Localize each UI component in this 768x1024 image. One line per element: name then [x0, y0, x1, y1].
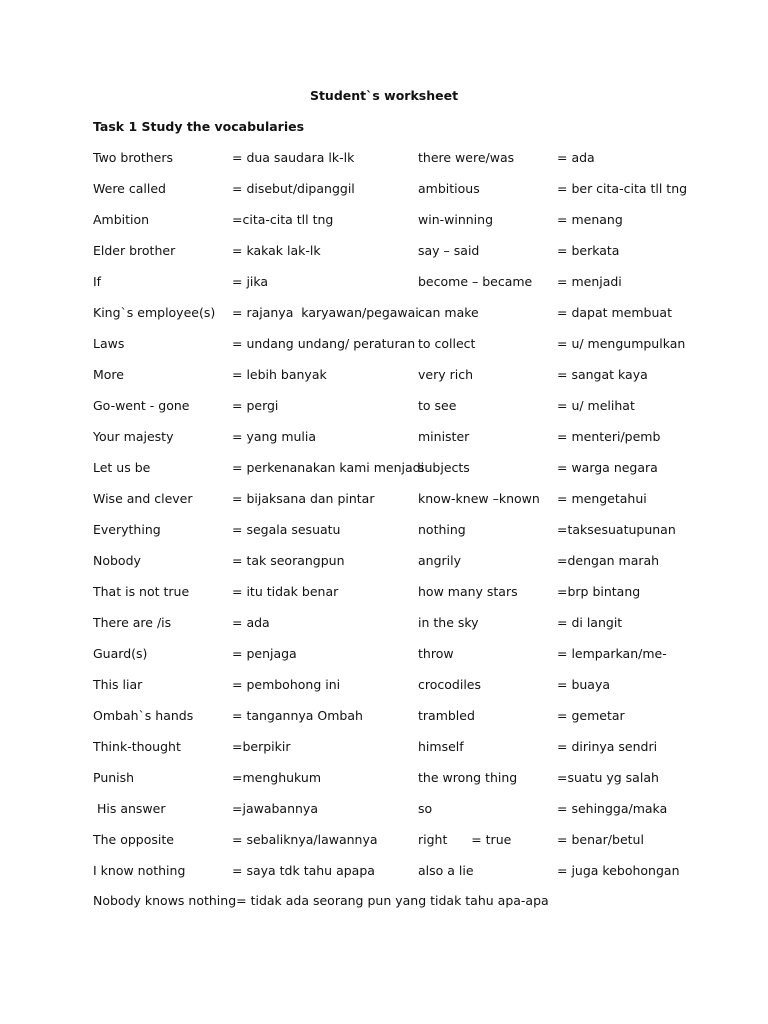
vocab-meaning-2: = menjadi — [557, 274, 622, 289]
vocab-term-2: know-knew –known — [418, 491, 540, 506]
vocab-meaning: = sebaliknya/lawannya — [232, 832, 378, 847]
vocab-term: His answer — [93, 801, 166, 816]
vocab-term-2: so — [418, 801, 433, 816]
vocab-meaning-2: = dapat membuat — [557, 305, 672, 320]
vocab-meaning: = yang mulia — [232, 429, 317, 444]
vocab-meaning: =menghukum — [232, 770, 321, 785]
vocab-term: Two brothers — [93, 150, 174, 165]
vocab-row — [0, 398, 768, 429]
vocab-meaning-2: = sangat kaya — [557, 367, 648, 382]
vocab-meaning-2: = warga negara — [557, 460, 658, 475]
vocab-term: Ombah`s hands — [93, 708, 194, 723]
footer-line: Nobody knows nothing= tidak ada seorang pun yang tidak tahu apa-apa — [93, 893, 549, 908]
vocab-meaning: = jika — [232, 274, 269, 289]
vocab-meaning-2: = benar/betul — [557, 832, 644, 847]
vocab-meaning: = dua saudara lk-lk — [232, 150, 355, 165]
vocab-term-2: also a lie — [418, 863, 474, 878]
vocab-row — [0, 429, 768, 460]
vocab-term: I know nothing — [93, 863, 186, 878]
vocab-term: The opposite — [93, 832, 174, 847]
vocab-term: Punish — [93, 770, 135, 785]
vocab-row — [0, 801, 768, 832]
vocab-term: There are /is — [93, 615, 172, 630]
vocab-row — [0, 336, 768, 367]
vocab-term: Wise and clever — [93, 491, 193, 506]
vocab-row — [0, 677, 768, 708]
vocab-meaning: =berpikir — [232, 739, 291, 754]
vocab-term-2: crocodiles — [418, 677, 481, 692]
vocab-meaning: = disebut/dipanggil — [232, 181, 355, 196]
page-title: Student`s worksheet — [309, 88, 459, 103]
vocab-term-2: ambitious — [418, 181, 480, 196]
vocab-term-2: can make — [418, 305, 479, 320]
vocab-term-2: to see — [418, 398, 457, 413]
vocab-meaning: = pembohong ini — [232, 677, 341, 692]
vocab-term: Guard(s) — [93, 646, 148, 661]
vocab-meaning-2: = ada — [557, 150, 595, 165]
vocab-row — [0, 274, 768, 305]
vocab-term-2: trambled — [418, 708, 475, 723]
vocab-meaning-2: =taksesuatupunan — [557, 522, 676, 537]
vocab-term-2: very rich — [418, 367, 474, 382]
vocab-term: Elder brother — [93, 243, 176, 258]
vocab-meaning: =cita-cita tll tng — [232, 212, 334, 227]
vocab-meaning-2: = ber cita-cita tll tng — [557, 181, 688, 196]
vocab-term: Laws — [93, 336, 125, 351]
vocab-row — [0, 708, 768, 739]
vocab-term: If — [93, 274, 102, 289]
vocab-row — [0, 832, 768, 863]
vocab-term: King`s employee(s) — [93, 305, 216, 320]
vocab-meaning-2: = sehingga/maka — [557, 801, 668, 816]
vocab-term-2: say – said — [418, 243, 480, 258]
vocab-meaning: = segala sesuatu — [232, 522, 341, 537]
vocab-meaning-2: = u/ mengumpulkan — [557, 336, 686, 351]
vocab-term-2: win-winning — [418, 212, 493, 227]
vocab-meaning: = penjaga — [232, 646, 297, 661]
vocab-meaning-2: =brp bintang — [557, 584, 641, 599]
vocab-row — [0, 367, 768, 398]
vocab-meaning-2: = berkata — [557, 243, 620, 258]
vocab-meaning-2: =suatu yg salah — [557, 770, 659, 785]
vocab-meaning-2: = dirinya sendri — [557, 739, 658, 754]
vocab-term-2: to collect — [418, 336, 476, 351]
vocab-row — [0, 553, 768, 584]
vocab-term-2: himself — [418, 739, 464, 754]
vocab-term: This liar — [93, 677, 143, 692]
task-heading: Task 1 Study the vocabularies — [93, 119, 305, 134]
vocab-meaning-2: = buaya — [557, 677, 611, 692]
vocab-meaning-2: = u/ melihat — [557, 398, 635, 413]
vocab-term: Let us be — [93, 460, 151, 475]
vocab-meaning: = lebih banyak — [232, 367, 327, 382]
vocab-meaning-2: = lemparkan/me- — [557, 646, 667, 661]
vocab-row — [0, 863, 768, 894]
vocab-term-2: nothing — [418, 522, 466, 537]
vocab-meaning: = pergi — [232, 398, 279, 413]
vocab-term: Everything — [93, 522, 161, 537]
vocab-meaning: = tangannya Ombah — [232, 708, 363, 723]
vocab-meaning-2: = juga kebohongan — [557, 863, 680, 878]
vocab-meaning: = ada — [232, 615, 270, 630]
vocab-meaning-2: =dengan marah — [557, 553, 660, 568]
vocab-meaning: = perkenanakan kami menjadi — [232, 460, 425, 475]
vocab-meaning: = itu tidak benar — [232, 584, 339, 599]
vocab-meaning: = saya tdk tahu apapa — [232, 863, 375, 878]
vocab-row — [0, 770, 768, 801]
vocab-meaning: = bijaksana dan pintar — [232, 491, 375, 506]
vocab-meaning: = tak seorangpun — [232, 553, 345, 568]
vocab-term-2: the wrong thing — [418, 770, 518, 785]
vocab-term-2: throw — [418, 646, 454, 661]
vocab-row — [0, 243, 768, 274]
vocab-term: Your majesty — [93, 429, 174, 444]
vocab-term: Go-went - gone — [93, 398, 190, 413]
vocab-term-2: subjects — [418, 460, 470, 475]
vocab-meaning-2: = gemetar — [557, 708, 625, 723]
vocab-row — [0, 522, 768, 553]
vocab-term-2: how many stars — [418, 584, 518, 599]
vocab-term: Nobody — [93, 553, 141, 568]
vocab-term: Were called — [93, 181, 166, 196]
vocab-row — [0, 584, 768, 615]
vocab-meaning: = undang undang/ peraturan — [232, 336, 416, 351]
vocab-row — [0, 212, 768, 243]
vocab-term-2: angrily — [418, 553, 461, 568]
vocab-meaning: =jawabannya — [232, 801, 318, 816]
vocab-term: More — [93, 367, 124, 382]
vocab-term: Think-thought — [93, 739, 181, 754]
vocab-row — [0, 615, 768, 646]
vocab-meaning-2: = menteri/pemb — [557, 429, 661, 444]
vocab-term: Ambition — [93, 212, 150, 227]
vocab-row — [0, 646, 768, 677]
vocab-meaning-2: = menang — [557, 212, 623, 227]
vocab-row — [0, 739, 768, 770]
vocab-term-2: minister — [418, 429, 470, 444]
vocab-meaning-2: = di langit — [557, 615, 623, 630]
vocab-row — [0, 460, 768, 491]
vocab-row — [0, 491, 768, 522]
vocab-term-2: in the sky — [418, 615, 479, 630]
vocab-meaning: = rajanya karyawan/pegawai — [232, 305, 419, 320]
vocab-meaning: = kakak lak-lk — [232, 243, 321, 258]
vocab-term-2: right = true — [418, 832, 512, 847]
vocab-term-2: there were/was — [418, 150, 515, 165]
vocab-row — [0, 150, 768, 181]
vocab-term-2: become – became — [418, 274, 533, 289]
vocabulary-list — [0, 150, 768, 894]
vocab-term: That is not true — [93, 584, 190, 599]
vocab-row — [0, 305, 768, 336]
vocab-meaning-2: = mengetahui — [557, 491, 647, 506]
vocab-row — [0, 181, 768, 212]
